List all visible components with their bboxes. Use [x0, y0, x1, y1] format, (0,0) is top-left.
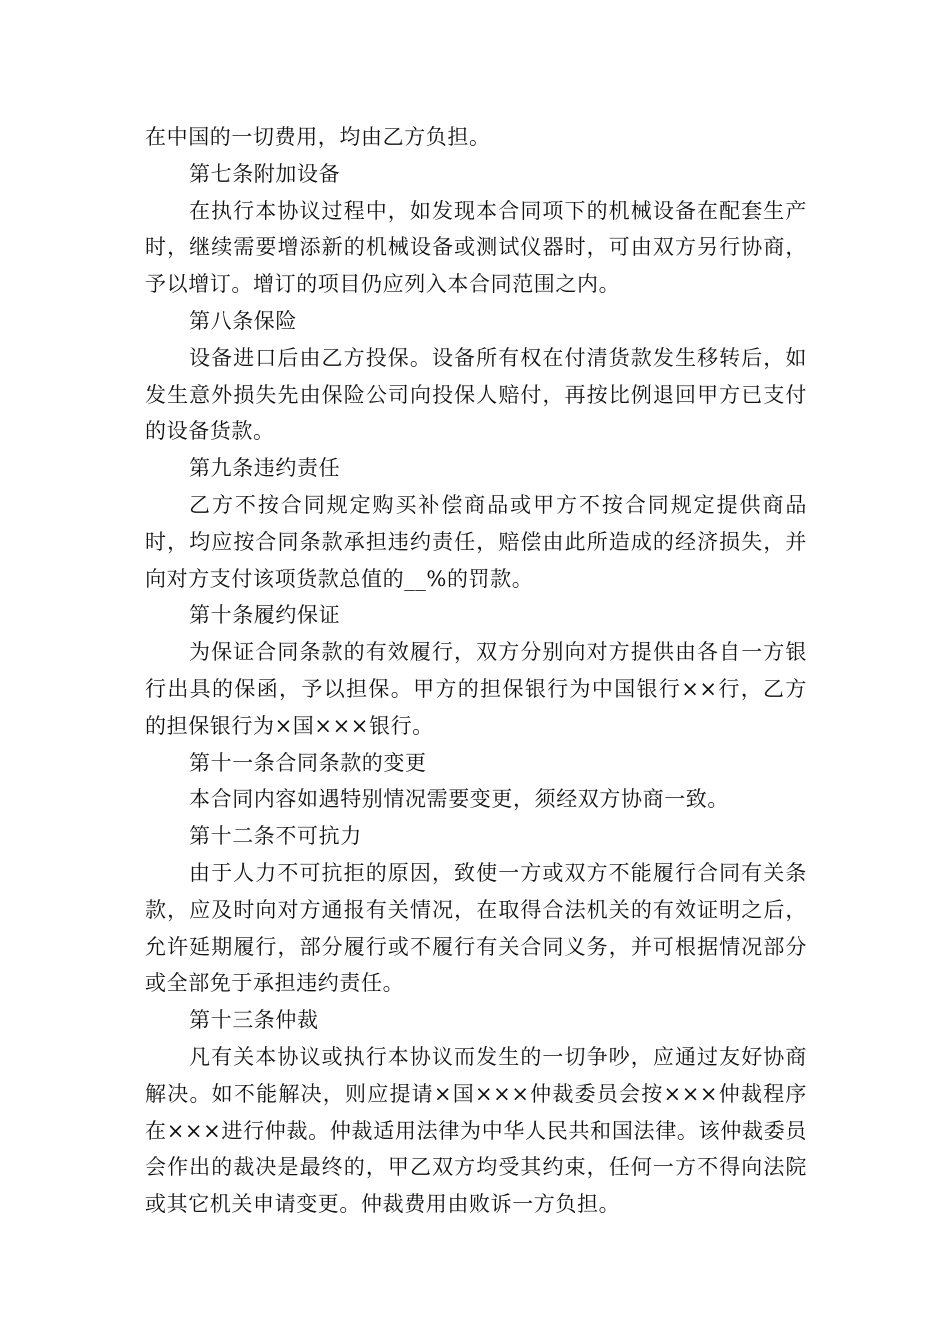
article-12-body: 由于人力不可抗拒的原因，致使一方或双方不能履行合同有关条款，应及时向对方通报有关情况，在取得合法机关的有效证明之后，允许延期履行，部分履行或不履行有关合同义务，并可根据情况部分或全部免于承担违约责任。 — [145, 860, 807, 996]
article-12-heading: 第十二条不可抗力 — [189, 824, 362, 849]
article-8-heading: 第八条保险 — [189, 308, 297, 333]
article-11-heading: 第十一条合同条款的变更 — [189, 750, 427, 775]
article-7-body: 在执行本协议过程中，如发现本合同项下的机械设备在配套生产时，继续需要增添新的机械设备或测试仪器时，可由双方另行协商，予以增订。增订的项目仍应列入本合同范围之内。 — [145, 198, 807, 297]
article-8-body: 设备进口后由乙方投保。设备所有权在付清货款发生移转后，如发生意外损失先由保险公司向投保人赔付，再按比例退回甲方已支付的设备货款。 — [145, 345, 807, 444]
article-9-body: 乙方不按合同规定购买补偿商品或甲方不按合同规定提供商品时，均应按合同条款承担违约责任，赔偿由此所造成的经济损失，并向对方支付该项货款总值的__%的罚款。 — [145, 492, 807, 591]
paragraph-continuation: 在中国的一切费用，均由乙方负担。 — [145, 125, 491, 149]
article-7-heading: 第七条附加设备 — [189, 161, 341, 186]
article-10-body: 为保证合同条款的有效履行，双方分别向对方提供由各自一方银行出具的保函，予以担保。甲方的担保银行为中国银行××行，乙方的担保银行为×国×××银行。 — [145, 640, 807, 738]
document-body — [145, 119, 807, 1223]
article-11-body: 本合同内容如遇特别情况需要变更，须经双方协商一致。 — [189, 787, 729, 812]
article-13-heading: 第十三条仲裁 — [189, 1008, 319, 1033]
article-10-heading: 第十条履约保证 — [189, 603, 341, 628]
article-13-body: 凡有关本协议或执行本协议而发生的一切争吵，应通过友好协商解决。如不能解决，则应提请×国×××仲裁委员会按×××仲裁程序在×××进行仲裁。仲裁适用法律为中华人民共和国法律。该仲裁委员会作出的裁决是最终的，甲乙双方均受其约束，任何一方不得向法院或其它机关申请变更。仲裁费用由败诉一方负担。 — [145, 1044, 807, 1217]
article-9-heading: 第九条违约责任 — [189, 456, 341, 481]
